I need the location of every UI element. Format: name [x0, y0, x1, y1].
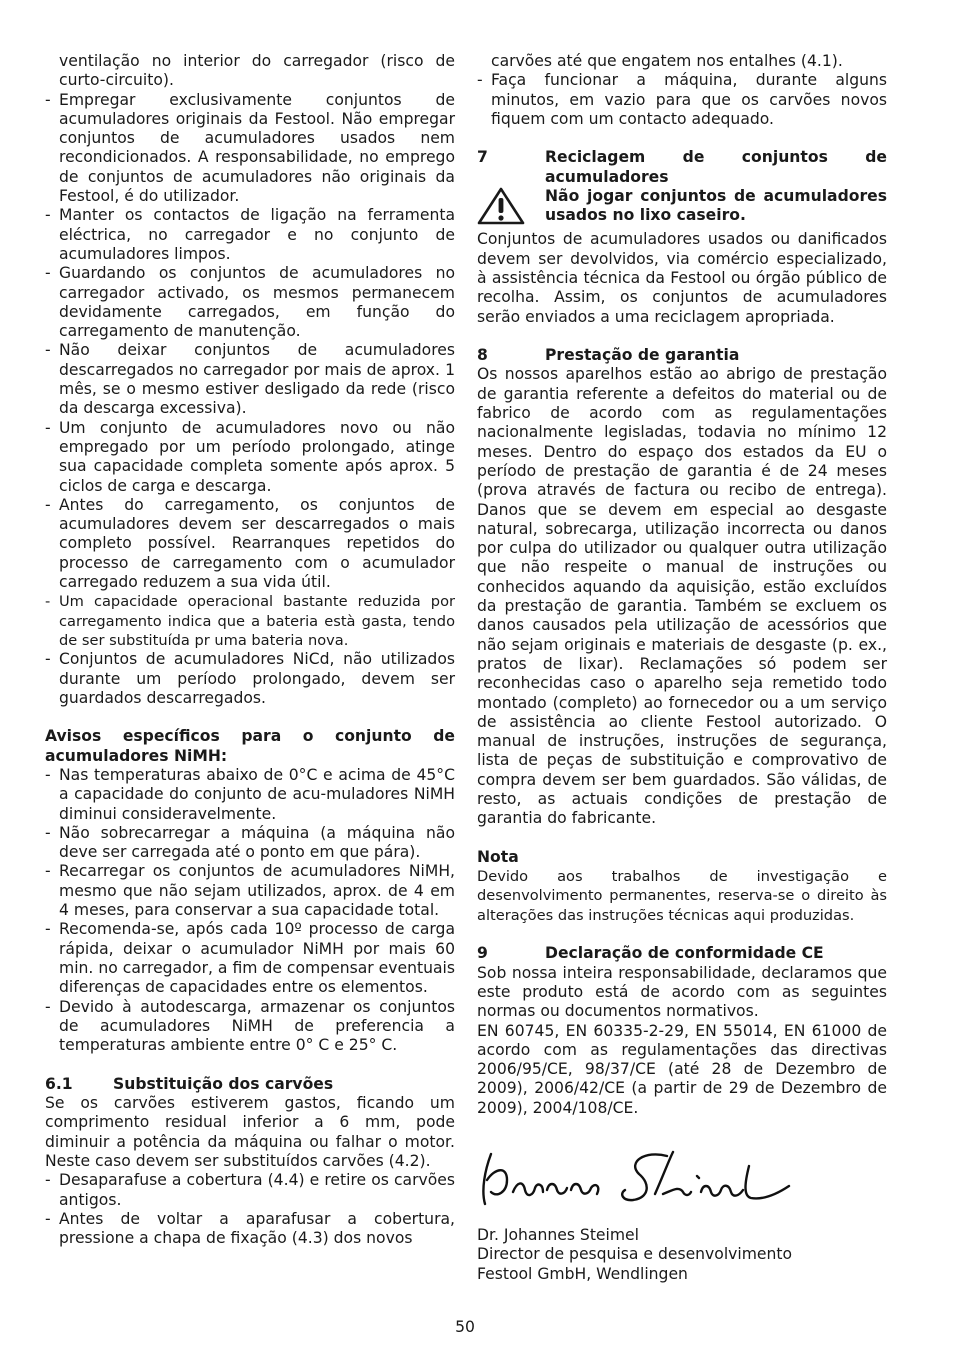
- section-7-heading: [477, 148, 887, 187]
- right-column: [477, 52, 887, 1284]
- section-7-warning: [477, 187, 887, 230]
- nimh-bullet-temperature: - Nas temperaturas abaixo de 0°C e acima de 45°C a capacidade do conjunto de acu-muladores NiMH diminui consideravelmente.: [45, 766, 455, 824]
- section-6-1-bullet-press: - Antes de voltar a aparafusar a cobertura, pressione a chapa de fixação (4.3) dos novos: [45, 1210, 455, 1249]
- brushes-continuation: carvões até que engatem nos entalhes (4.1).: [491, 52, 843, 70]
- bullet-nicd-storage: - Conjuntos de acumuladores NiCd, não utilizados durante um período prolongado, devem ser guardados descarregados.: [45, 650, 455, 708]
- bullet-store-in-charger: - Guardando os conjuntos de acumuladores no carregador activado, os mesmos permanecem devidamente carregados, em função do carregamento de manutenção.: [45, 264, 455, 341]
- nimh-heading: Avisos específicos para o conjunto de acumuladores NiMH:: [45, 727, 455, 765]
- section-8-text: Os nossos aparelhos estão ao abrigo de prestação de garantia referente a defeitos do material ou de fabrico de acordo com as regulamentações nacionalmente legisladas, todavia no mínimo 12 meses. Dentro do espaço dos estados da EU o período de prestação de garantia é de 24 meses (prova através de factura ou recibo de entrega). Danos que se devem em especial ao desgaste natural, sobrecarga, utilização incorrecta ou danos por culpa do utilizador ou qualquer outra utilização que não respeite o manual de instruções ou conhecidos aquando da aquisição, estão excluídos da prestação de garantia. Também se excluem os danos causados pela utilização de acessórios que não sejam originais e materiais de desgaste (p. ex., pratos de lixar). Reclamações só podem ser reconhecidas caso o aparelho seja remetido todo montado (completo) ao fornecedor ou a um serviço de assistência ao cliente Festool autorizado. O manual de instruções, instruções de segurança, lista de peças de substituição e comprovativo de compra devem ser bem guardados. São válidas, de resto, as actuais condições de prestação de garantia do fabricante.: [477, 365, 887, 828]
- section-9-standards: EN 60745, EN 60335-2-29, EN 55014, EN 61000 de acordo com as regulamentações das directivas 2006/95/CE, 98/37/CE (até 28 de Dezembro de 2009), 2006/42/CE (a partir de 29 de Dezembro de 2009), 2004/108/CE.: [477, 1021, 887, 1117]
- bullet-original-batteries: - Empregar exclusivamente conjuntos de acumuladores originais da Festool. Não empregar conjuntos de acumuladores usados nem recondicionados. A responsabilidade, no emprego de conjuntos de acumuladores não originais da Festool, é do utilizador.: [45, 91, 455, 207]
- nimh-bullet-self-discharge: - Devido à autodescarga, armazenar os conjuntos de acumuladores NiMH de preferencia a temperaturas ambiente entre 0° C e 25° C.: [45, 998, 455, 1056]
- signatory-role: Director de pesquisa e desenvolvimento: [477, 1245, 793, 1264]
- left-column: [45, 52, 455, 1248]
- page-number: 50: [455, 1318, 475, 1336]
- section-9-heading: [477, 944, 887, 963]
- section-9-title: Declaração de conformidade CE: [545, 944, 824, 963]
- section-8-heading: [477, 346, 887, 365]
- nimh-bullet-overload: - Não sobrecarregar a máquina (a máquina não deve ser carregada até o ponto em que pára).: [45, 824, 455, 863]
- warning-triangle-icon: [477, 187, 545, 230]
- nimh-bullet-fast-charge: - Recomenda-se, após cada 10º processo de carga rápida, deixar o acumulador NiMH por mais 60 min. no carregador, a fim de compensar eventuais diferenças de capacidades entre os elementos.: [45, 920, 455, 997]
- bullet-reduced-capacity: - Um capacidade operacional bastante reduzida por carregamento indica que a bateria està gasta, tendo de ser substituída pr uma bateria nova.: [45, 592, 455, 650]
- section-6-1-text: Se os carvões estiverem gastos, ficando um comprimento residual inferior a 6 mm, pode diminuir a potência da máquina ou falhar o motor. Neste caso devem ser substituídos carvões (4.2).: [45, 1094, 455, 1170]
- bullet-clean-contacts: - Manter os contactos de ligação na ferramenta eléctrica, no carregador e no conjunto de acumuladores limpos.: [45, 206, 455, 264]
- section-9-text: Sob nossa inteira responsabilidade, declaramos que este produto está de acordo com as seguintes normas ou documentos normativos.: [477, 963, 887, 1021]
- intro-continuation: ventilação no interior do carregador (risco de curto-circuito).: [59, 52, 455, 90]
- bullet-discharged-packs: - Não deixar conjuntos de acumuladores descarregados no carregador por mais de aprox. 1 mês, se o mesmo estiver desligado da rede (risco da descarga excessiva).: [45, 341, 455, 418]
- nota-title: Nota: [477, 847, 519, 866]
- section-6-1-number: 6.1: [45, 1074, 73, 1093]
- section-7-title: Reciclagem de conjuntos de acumuladores: [545, 148, 887, 186]
- handwritten-signature: [477, 1146, 797, 1210]
- section-6-1-heading: [45, 1075, 455, 1094]
- section-6-1-title: Substituição dos carvões: [113, 1074, 334, 1093]
- section-6-1-bullet-unscrew: - Desaparafuse a cobertura (4.4) e retire os carvões antigos.: [45, 1171, 455, 1210]
- signatory-name: Dr. Johannes Steimel: [477, 1226, 639, 1245]
- bullet-run-machine: - Faça funcionar a máquina, durante alguns minutos, em vazio para que os carvões novos fiquem com um contacto adequado.: [477, 71, 887, 129]
- section-8-title: Prestação de garantia: [545, 346, 740, 365]
- section-7-text: Conjuntos de acumuladores usados ou danificados devem ser devolvidos, via comércio especializado, à assistência técnica da Festool ou órgão público de recolha. Assim, os conjuntos de acumuladores serão enviados a uma reciclagem apropriada.: [477, 230, 887, 326]
- nota-text: Devido aos trabalhos de investigação e desenvolvimento permanentes, reserva-se o direito às alterações das instruções técnicas aqui produzidas.: [477, 868, 887, 924]
- bullet-new-pack-capacity: - Um conjunto de acumuladores novo ou não empregado por um período prolongado, atinge sua capacidade completa somente após aprox. 5 ciclos de carga e descarga.: [45, 419, 455, 496]
- section-8-number: 8: [477, 346, 488, 365]
- bullet-discharge-before-charge: - Antes do carregamento, os conjuntos de acumuladores devem ser descarregados o mais completo possível. Rearranques repetidos do processo de carregamento com o acumulador carregado reduzem a sua vida útil.: [45, 496, 455, 592]
- section-7-warning-text: Não jogar conjuntos de acumuladores usados no lixo caseiro.: [545, 187, 887, 225]
- section-7-number: 7: [477, 148, 488, 167]
- signatory-company: Festool GmbH, Wendlingen: [477, 1264, 688, 1283]
- section-9-number: 9: [477, 944, 488, 963]
- nimh-bullet-recharge: - Recarregar os conjuntos de acumuladores NiMH, mesmo que não sejam utilizados, aprox. de 4 em 4 meses, para conservar a sua capacidade total.: [45, 862, 455, 920]
